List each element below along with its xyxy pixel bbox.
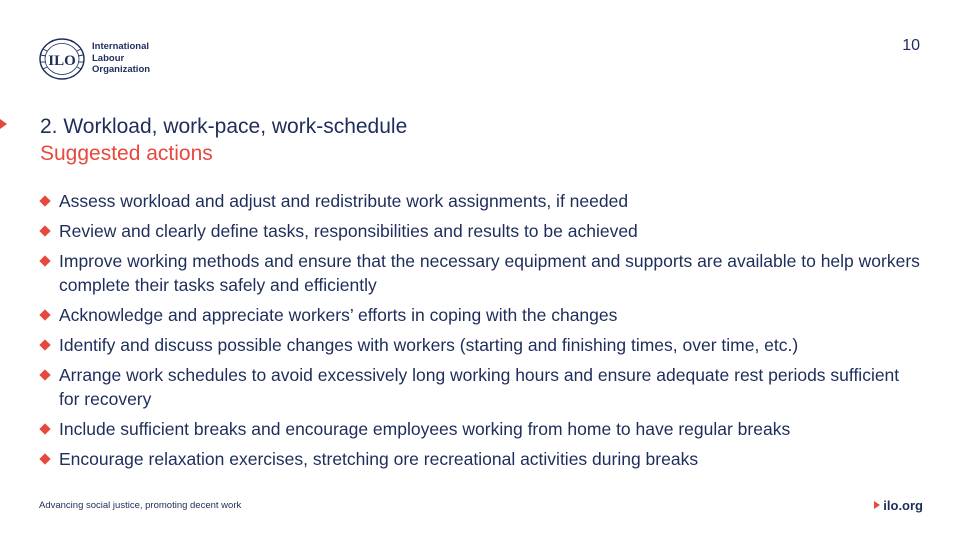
diamond-bullet-icon <box>39 423 50 434</box>
slide-title <box>40 113 407 167</box>
list-item <box>40 333 920 357</box>
diamond-bullet-icon <box>39 309 50 320</box>
action-list <box>40 189 920 477</box>
list-item <box>40 447 920 471</box>
page-number: 10 <box>902 37 920 54</box>
diamond-bullet-icon <box>39 195 50 206</box>
title-sub: Suggested actions <box>40 142 213 165</box>
footer-tagline: Advancing social justice, promoting decent work <box>39 500 242 511</box>
list-item-text: Encourage relaxation exercises, stretching ore recreational activities during breaks <box>59 449 699 469</box>
diamond-bullet-icon <box>39 369 50 380</box>
arrow-right-icon <box>874 501 880 509</box>
title-main: 2. Workload, work-pace, work-schedule <box>40 115 408 138</box>
emblem-text: ILO <box>48 53 76 69</box>
diamond-bullet-icon <box>39 225 50 236</box>
list-item-text: Assess workload and adjust and redistribute work assignments, if needed <box>59 191 629 211</box>
logo-wordmark <box>92 41 150 76</box>
footer-site-link[interactable] <box>874 498 923 513</box>
diamond-bullet-icon <box>39 255 50 266</box>
logo-line-1: International <box>92 41 150 52</box>
list-item <box>40 363 920 411</box>
diamond-bullet-icon <box>39 339 50 350</box>
diamond-bullet-icon <box>39 453 50 464</box>
list-item-text: Improve working methods and ensure that the necessary equipment and supports are available to help workers complete their tasks safely and efficiently <box>59 251 920 295</box>
list-item <box>40 189 920 213</box>
list-item-text: Acknowledge and appreciate workers’ efforts in coping with the changes <box>59 305 618 325</box>
list-item <box>40 417 920 441</box>
list-item <box>40 219 920 243</box>
site-label: ilo.org <box>883 498 923 513</box>
list-item-text: Identify and discuss possible changes with workers (starting and finishing times, over time, etc.) <box>59 335 799 355</box>
list-item-text: Include sufficient breaks and encourage employees working from home to have regular breaks <box>59 419 791 439</box>
logo-line-3: Organization <box>92 64 151 75</box>
ilo-emblem-icon <box>38 37 88 81</box>
list-item <box>40 249 920 297</box>
list-item <box>40 303 920 327</box>
list-item-text: Arrange work schedules to avoid excessively long working hours and ensure adequate rest periods sufficient for recovery <box>59 365 900 409</box>
logo-line-2: Labour <box>92 52 125 64</box>
list-item-text: Review and clearly define tasks, responsibilities and results to be achieved <box>59 221 638 241</box>
section-marker-icon <box>0 119 7 129</box>
